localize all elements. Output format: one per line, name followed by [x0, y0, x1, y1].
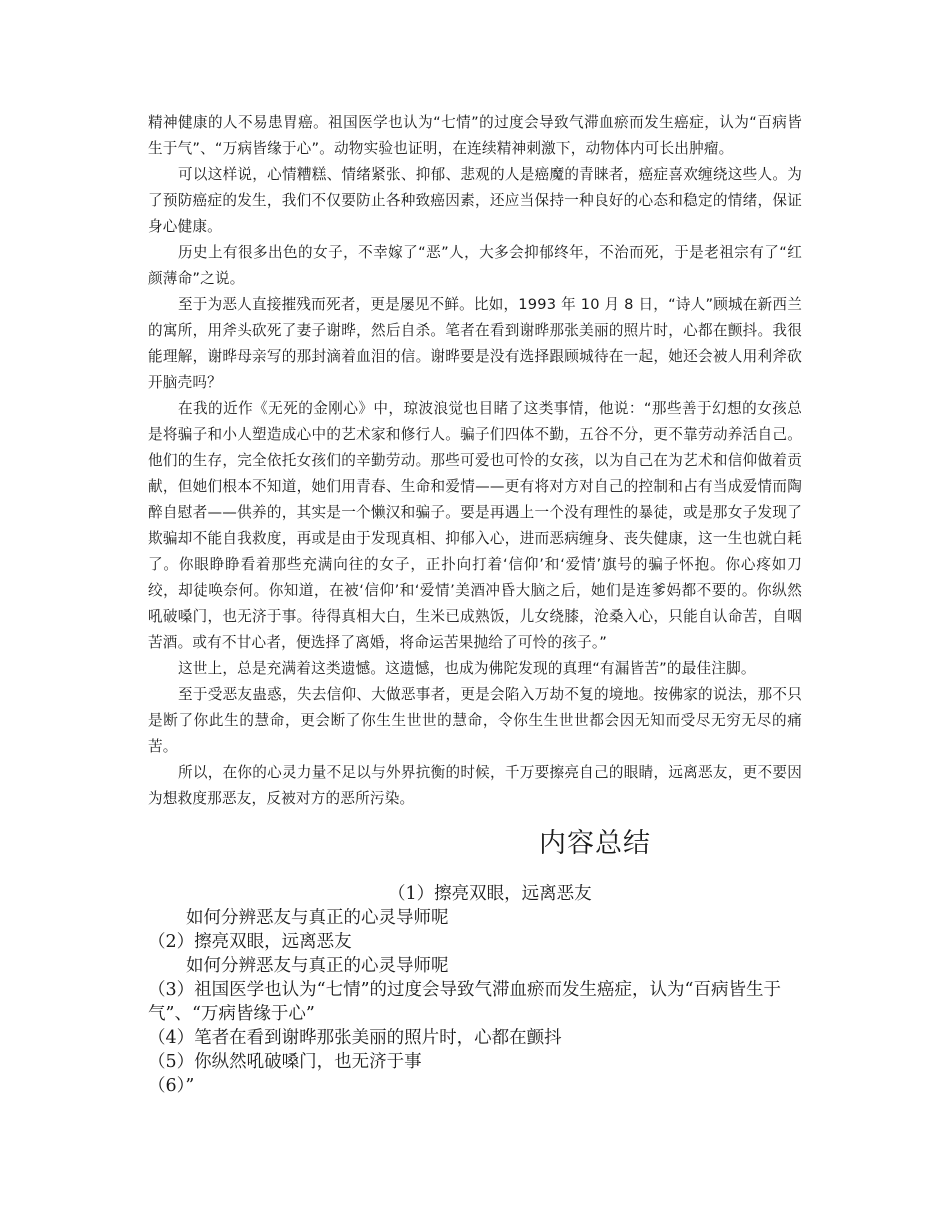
summary-item-5: （5）你纵然吼破嗓门，也无济于事: [148, 1052, 422, 1072]
paragraph-5: 在我的近作《无死的金刚心》中，琼波浪觉也目睹了这类事情，他说：“那些善于幻想的女孩总是将骗子和小人塑造成心中的艺术家和修行人。骗子们四体不勤，五谷不分，更不靠劳动养活自己。他们的生存，完全依托女孩们的辛勤劳动。那些可爱也可怜的女孩，以为自己在为艺术和信仰做着贡献，但她们根本不知道，她们用青春、生命和爱情——更有将对方对自己的控制和占有当成爱情而陶醉自慰者——供养的，其实是一个懒汉和骗子。要是再遇上一个没有理性的暴徒，或是那女子发现了欺骗却不能自我救度，再或是由于发现真相、抑郁入心，进而恶病缠身、丧失健康，这一生也就白耗了。你眼睁睁看着那些充满向往的女子，正扑向打着‘信仰’和‘爱情’旗号的骗子怀抱。你心疼如刀绞，却徒唤奈何。你知道，在被‘信仰’和‘爱情’美酒冲昏大脑之后，她们是连爹妈都不要的。你纵然吼破嗓门，也无济于事。待得真相大白，生米已成熟饭，儿女绕膝，沧桑入心，只能自认命苦，自咽苦酒。或有不甘心者，便选择了离婚，将命运苦果抛给了可怜的孩子。”: [148, 400, 802, 651]
summary-item-6: （6）”: [148, 1076, 195, 1096]
summary-item-1: （1）擦亮双眼，远离恶友: [388, 884, 592, 904]
summary-item-1-detail: 如何分辨恶友与真正的心灵导师呢: [186, 908, 449, 928]
paragraph-6: 这世上，总是充满着这类遗憾。这遗憾，也成为佛陀发现的真理“有漏皆苦”的最佳注脚。: [178, 660, 756, 677]
article-body: [148, 110, 802, 812]
paragraph-1: 精神健康的人不易患胃癌。祖国医学也认为“七情”的过度会导致气滞血瘀而发生癌症，认为“百病皆生于气”、“万病皆缘于心”。动物实验也证明，在连续精神刺激下，动物体内可长出肿瘤。: [148, 114, 802, 157]
paragraph-4: 至于为恶人直接摧残而死者，更是屡见不鲜。比如，1993 年 10 月 8 日，“诗人”顾城在新西兰的寓所，用斧头砍死了妻子谢晔，然后自杀。笔者在看到谢晔那张美丽的照片时，心都在颤抖。我很能理解，谢晔母亲写的那封滴着血泪的信。谢晔要是没有选择跟顾城待在一起，她还会被人用利斧砍开脑壳吗？: [148, 296, 802, 391]
paragraph-3: 历史上有很多出色的女子，不幸嫁了“恶”人，大多会抑郁终年，不治而死，于是老祖宗有了“红颜薄命”之说。: [148, 244, 802, 287]
summary-item-2-detail: 如何分辨恶友与真正的心灵导师呢: [186, 956, 449, 976]
summary-title: 内容总结: [539, 828, 651, 859]
paragraph-7: 至于受恶友蛊惑，失去信仰、大做恶事者，更是会陷入万劫不复的境地。按佛家的说法，那不只是断了你此生的慧命，更会断了你生生世世的慧命，令你生生世世都会因无知而受尽无穷无尽的痛苦。: [148, 686, 802, 755]
summary-item-3: （3）祖国医学也认为“七情”的过度会导致气滞血瘀而发生癌症，认为“百病皆生于气”、“万病皆缘于心”: [148, 980, 781, 1024]
summary-item-2: （2）擦亮双眼，远离恶友: [148, 932, 352, 952]
summary-item-4: （4）笔者在看到谢晔那张美丽的照片时，心都在颤抖: [148, 1028, 562, 1048]
paragraph-2: 可以这样说，心情糟糕、情绪紧张、抑郁、悲观的人是癌魔的青睐者，癌症喜欢缠绕这些人。为了预防癌症的发生，我们不仅要防止各种致癌因素，还应当保持一种良好的心态和稳定的情绪，保证身心健康。: [148, 166, 802, 235]
paragraph-8: 所以，在你的心灵力量不足以与外界抗衡的时候，千万要擦亮自己的眼睛，远离恶友，更不要因为想救度那恶友，反被对方的恶所污染。: [148, 764, 802, 807]
summary-list: [148, 882, 802, 1098]
